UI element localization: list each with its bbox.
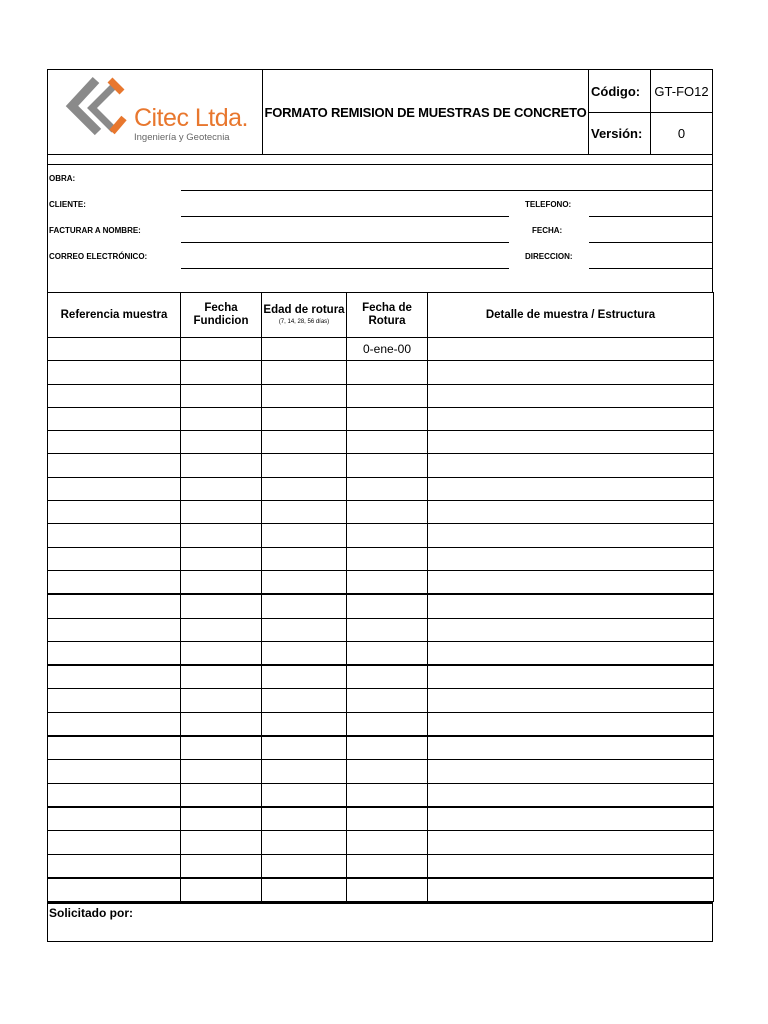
table-cell[interactable] <box>181 477 262 500</box>
table-cell[interactable] <box>347 407 428 430</box>
table-row <box>48 665 714 689</box>
table-cell[interactable] <box>262 807 347 831</box>
table-cell[interactable] <box>347 807 428 831</box>
col-fecha-fundicion: Fecha Fundicion <box>181 293 262 338</box>
table-cell[interactable] <box>428 760 714 783</box>
table-cell[interactable] <box>428 454 714 477</box>
table-cell[interactable] <box>262 547 347 570</box>
remision-form <box>47 69 713 942</box>
table-row <box>48 807 714 831</box>
table-cell[interactable] <box>428 407 714 430</box>
version-row <box>589 113 712 154</box>
table-cell[interactable] <box>347 384 428 407</box>
table-cell[interactable] <box>262 736 347 760</box>
table-cell[interactable] <box>262 477 347 500</box>
table-cell[interactable] <box>347 689 428 712</box>
table-cell[interactable] <box>48 547 181 570</box>
table-cell[interactable] <box>181 407 262 430</box>
table-row <box>48 431 714 454</box>
table-row <box>48 831 714 854</box>
table-cell[interactable] <box>262 361 347 384</box>
table-row <box>48 783 714 807</box>
table-row <box>48 689 714 712</box>
table-cell[interactable] <box>262 760 347 783</box>
table-cell[interactable] <box>262 641 347 665</box>
fecha-field[interactable] <box>589 242 712 243</box>
table-cell[interactable] <box>181 454 262 477</box>
table-cell[interactable] <box>428 594 714 618</box>
direccion-label: DIRECCION: <box>525 252 573 261</box>
company-tagline: Ingeniería y Geotecnia <box>134 132 230 143</box>
table-row <box>48 570 714 594</box>
facturar-field[interactable] <box>181 242 509 243</box>
table-cell[interactable] <box>48 760 181 783</box>
table-cell[interactable] <box>181 878 262 902</box>
table-row <box>48 338 714 361</box>
table-cell[interactable] <box>347 760 428 783</box>
table-cell[interactable] <box>262 878 347 902</box>
version-value: 0 <box>677 126 686 141</box>
table-cell[interactable] <box>181 854 262 878</box>
table-header-row <box>48 293 714 338</box>
info-section <box>47 155 713 292</box>
col-edad-rotura: Edad de rotura (7, 14, 28, 56 días) <box>262 293 347 338</box>
telefono-label: TELEFONO: <box>525 200 572 209</box>
table-row <box>48 618 714 641</box>
table-cell[interactable] <box>48 454 181 477</box>
table-cell[interactable] <box>428 431 714 454</box>
table-cell[interactable] <box>181 594 262 618</box>
table-cell[interactable] <box>428 477 714 500</box>
table-cell[interactable] <box>347 641 428 665</box>
table-cell[interactable] <box>48 594 181 618</box>
table-cell[interactable] <box>181 736 262 760</box>
table-cell[interactable] <box>428 524 714 547</box>
table-cell[interactable] <box>181 712 262 736</box>
table-cell[interactable] <box>262 831 347 854</box>
divider <box>48 164 712 165</box>
table-cell[interactable] <box>48 736 181 760</box>
table-cell[interactable] <box>48 501 181 524</box>
table-cell[interactable] <box>181 361 262 384</box>
table-cell[interactable] <box>347 736 428 760</box>
table-row <box>48 712 714 736</box>
table-row <box>48 477 714 500</box>
table-cell[interactable] <box>181 641 262 665</box>
table-cell[interactable] <box>262 501 347 524</box>
table-cell[interactable] <box>181 547 262 570</box>
table-cell[interactable] <box>262 594 347 618</box>
table-cell[interactable] <box>347 831 428 854</box>
table-row <box>48 384 714 407</box>
table-cell[interactable] <box>48 665 181 689</box>
table-cell[interactable] <box>262 618 347 641</box>
company-logo <box>48 70 263 154</box>
table-cell[interactable] <box>428 712 714 736</box>
table-cell[interactable] <box>428 338 714 361</box>
correo-field[interactable] <box>181 268 509 269</box>
table-cell[interactable] <box>181 524 262 547</box>
table-cell[interactable] <box>48 618 181 641</box>
table-cell[interactable] <box>347 524 428 547</box>
table-cell[interactable] <box>347 477 428 500</box>
table-cell[interactable] <box>347 501 428 524</box>
table-cell[interactable] <box>262 570 347 594</box>
table-cell[interactable] <box>262 689 347 712</box>
document-meta <box>589 70 712 154</box>
table-cell[interactable] <box>48 712 181 736</box>
table-cell[interactable] <box>428 570 714 594</box>
table-cell[interactable] <box>181 689 262 712</box>
direccion-field[interactable] <box>589 268 712 269</box>
table-row <box>48 854 714 878</box>
table-row <box>48 524 714 547</box>
table-cell[interactable] <box>347 594 428 618</box>
table-cell[interactable] <box>347 854 428 878</box>
table-cell[interactable] <box>262 384 347 407</box>
samples-table <box>47 292 714 902</box>
table-row <box>48 501 714 524</box>
table-cell[interactable] <box>262 407 347 430</box>
table-cell[interactable] <box>262 431 347 454</box>
table-cell[interactable] <box>48 878 181 902</box>
table-cell[interactable] <box>48 783 181 807</box>
table-cell[interactable] <box>48 807 181 831</box>
table-row <box>48 547 714 570</box>
solicitado-por[interactable]: Solicitado por: <box>47 902 713 942</box>
table-cell[interactable] <box>181 831 262 854</box>
table-cell[interactable] <box>347 454 428 477</box>
table-cell[interactable] <box>48 831 181 854</box>
table-cell[interactable] <box>347 570 428 594</box>
table-row <box>48 736 714 760</box>
table-cell[interactable]: 0-ene-00 <box>347 338 428 361</box>
table-cell[interactable] <box>181 665 262 689</box>
table-cell[interactable] <box>48 641 181 665</box>
cliente-label: CLIENTE: <box>49 200 86 209</box>
table-cell[interactable] <box>48 570 181 594</box>
table-cell[interactable] <box>428 618 714 641</box>
table-cell[interactable] <box>181 384 262 407</box>
table-cell[interactable] <box>48 384 181 407</box>
col-referencia: Referencia muestra <box>48 293 181 338</box>
table-cell[interactable] <box>347 878 428 902</box>
table-cell[interactable] <box>347 547 428 570</box>
codigo-row <box>589 70 712 113</box>
table-cell[interactable] <box>262 454 347 477</box>
table-row <box>48 594 714 618</box>
table-cell[interactable] <box>181 618 262 641</box>
table-cell[interactable] <box>428 807 714 831</box>
table-row <box>48 641 714 665</box>
table-cell[interactable] <box>181 338 262 361</box>
table-cell[interactable] <box>347 665 428 689</box>
table-cell[interactable] <box>48 338 181 361</box>
obra-field[interactable] <box>181 190 712 191</box>
table-cell[interactable] <box>262 783 347 807</box>
table-row <box>48 760 714 783</box>
table-cell[interactable] <box>347 361 428 384</box>
table-cell[interactable] <box>181 570 262 594</box>
table-cell[interactable] <box>428 384 714 407</box>
obra-label: OBRA: <box>49 174 76 183</box>
table-cell[interactable] <box>428 361 714 384</box>
table-cell[interactable] <box>428 641 714 665</box>
table-cell[interactable] <box>262 854 347 878</box>
col-detalle: Detalle de muestra / Estructura <box>428 293 714 338</box>
table-cell[interactable] <box>262 712 347 736</box>
table-cell[interactable] <box>48 431 181 454</box>
table-cell[interactable] <box>48 407 181 430</box>
table-cell[interactable] <box>347 618 428 641</box>
table-cell[interactable] <box>428 501 714 524</box>
table-cell[interactable] <box>48 524 181 547</box>
table-cell[interactable] <box>428 689 714 712</box>
edad-hint: (7, 14, 28, 56 días) <box>278 319 330 326</box>
table-cell[interactable] <box>347 783 428 807</box>
fecha-label: FECHA: <box>532 226 563 235</box>
table-cell[interactable] <box>181 807 262 831</box>
correo-label: CORREO ELECTRÓNICO: <box>49 252 148 261</box>
form-header <box>47 69 713 155</box>
cliente-field[interactable] <box>181 216 509 217</box>
table-cell[interactable] <box>262 524 347 547</box>
form-title: FORMATO REMISION DE MUESTRAS DE CONCRETO <box>263 70 589 154</box>
table-cell[interactable] <box>428 878 714 902</box>
table-cell[interactable] <box>262 338 347 361</box>
company-name: Citec Ltda. <box>134 104 249 132</box>
table-cell[interactable] <box>428 783 714 807</box>
codigo-label: Código: <box>589 70 651 112</box>
table-row <box>48 454 714 477</box>
version-label: Versión: <box>589 113 651 154</box>
table-cell[interactable] <box>428 736 714 760</box>
table-cell[interactable] <box>48 477 181 500</box>
table-cell[interactable] <box>48 361 181 384</box>
table-cell[interactable] <box>347 712 428 736</box>
table-cell[interactable] <box>428 831 714 854</box>
table-row <box>48 878 714 902</box>
facturar-label: FACTURAR A NOMBRE: <box>49 226 141 235</box>
table-cell[interactable] <box>181 783 262 807</box>
table-cell[interactable] <box>48 689 181 712</box>
table-cell[interactable] <box>428 854 714 878</box>
table-cell[interactable] <box>428 547 714 570</box>
table-cell[interactable] <box>347 431 428 454</box>
codigo-value: GT-FO12 <box>654 83 709 99</box>
table-cell[interactable] <box>181 431 262 454</box>
telefono-field[interactable] <box>589 216 712 217</box>
table-cell[interactable] <box>428 665 714 689</box>
table-cell[interactable] <box>262 665 347 689</box>
table-cell[interactable] <box>181 760 262 783</box>
col-fecha-rotura: Fecha de Rotura <box>347 293 428 338</box>
table-row <box>48 361 714 384</box>
table-cell[interactable] <box>181 501 262 524</box>
table-cell[interactable] <box>48 854 181 878</box>
table-row <box>48 407 714 430</box>
